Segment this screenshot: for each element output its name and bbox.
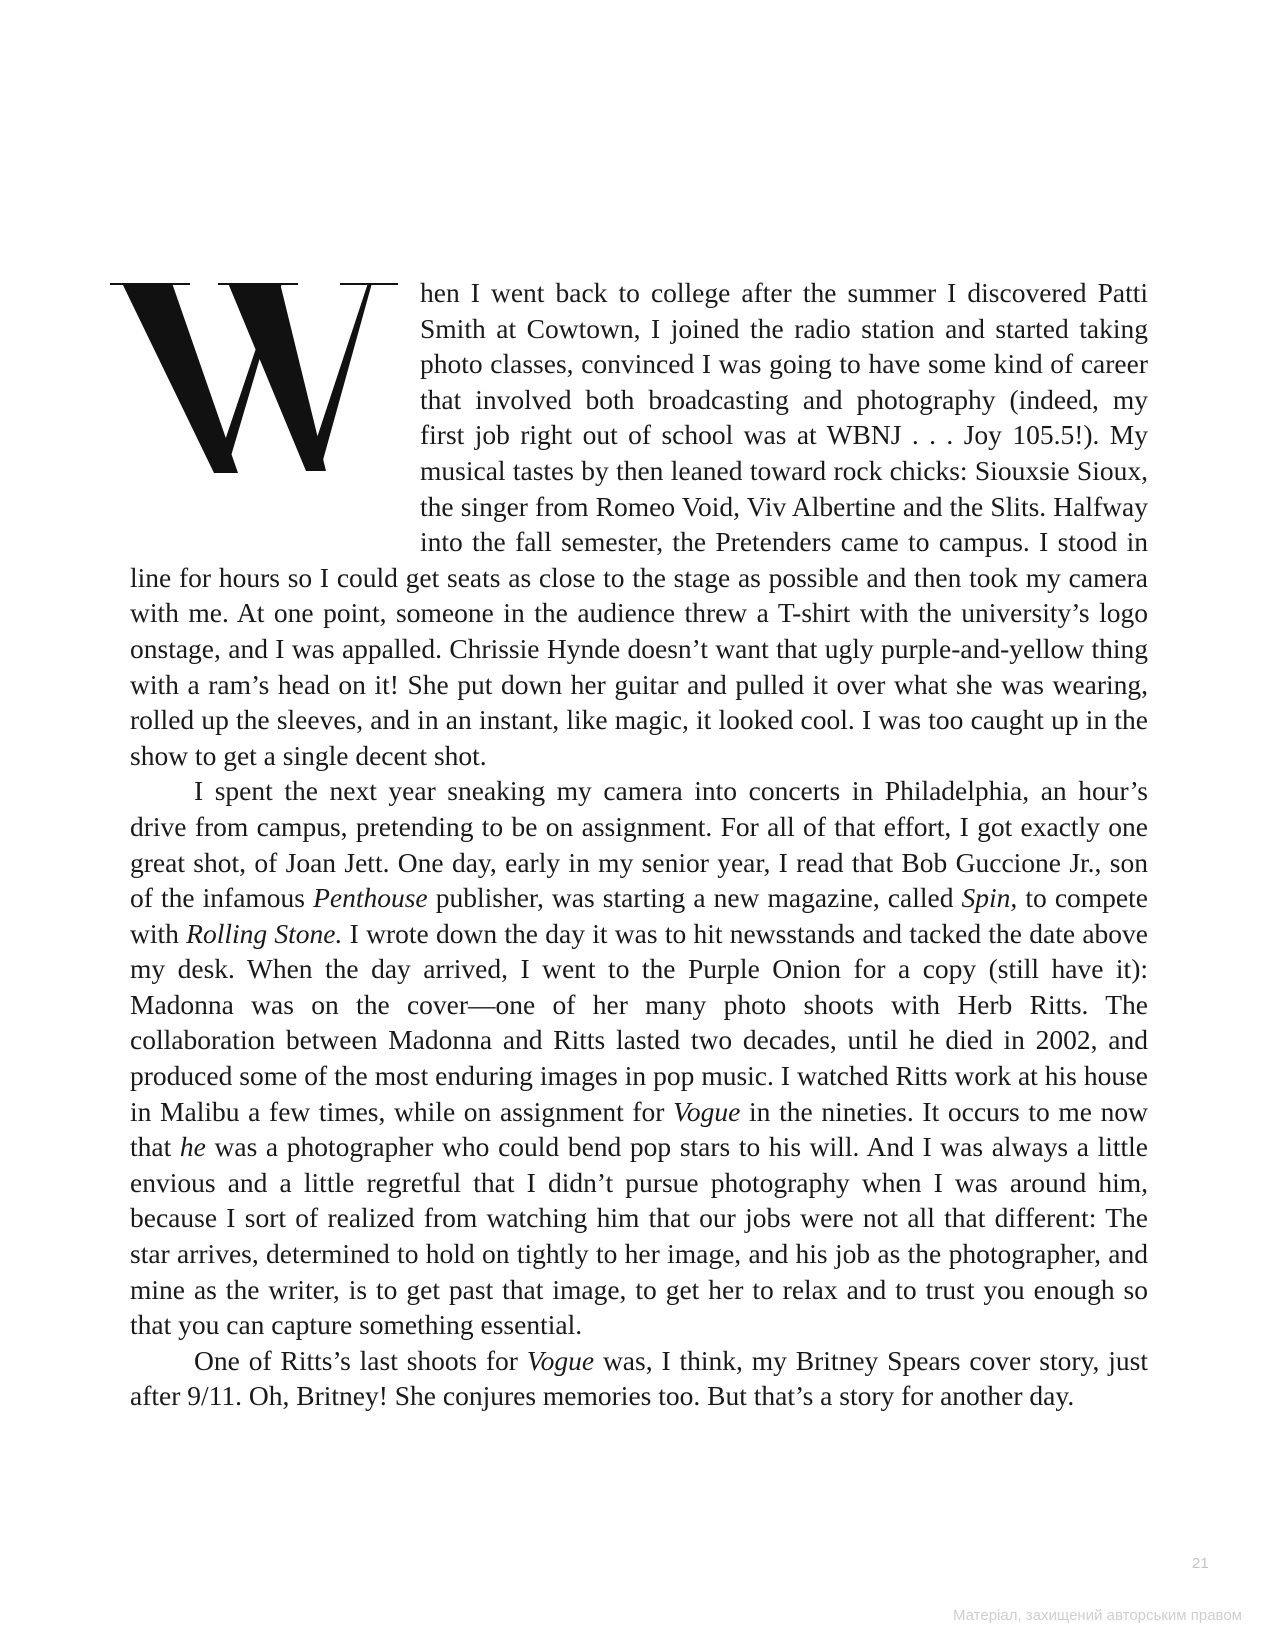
text-run: I wrote down the day it was to hit newsstands and tacked the date above my desk. When the day arrived, I went to the Purple Onion for a copy (still have it): Madonna was on the cover—one of her many photo shoots with Herb Ritts. The collaboration between Madonna and Ritts lasted two decades, until he died in 2002, and produced some of the most enduring images in pop music. I watched Ritts work at his house in Malibu a few times, while on assignment for [130,917,1148,1127]
text-run: hen I went back to college after the summer I discovered Patti Smith at Cowtown, I joined the radio station and started taking photo classes, convinced I was going to have some kind of career that involved both broadcasting and photography (indeed, my first job right out of school was at WBNJ . . . Joy 105.5!). My musical tastes by then leaned toward rock chicks: Siouxsie Sioux, the singer from Romeo Void, Viv Albertine and the Slits. Halfway into the fall semester, the Pretenders came to campus. I stood in line for hours so I could get seats as close to the stage as possible and then took my camera with me. At one point, someone in the audience threw a T-shirt with the university’s logo onstage, and I was appalled. Chrissie Hynde doesn’t want that ugly purple-and-yellow thing with a ram’s head on it! She put down her guitar and pulled it over what she was wearing, rolled up the sleeves, and in an instant, like magic, it looked cool. I was too caught up in the show to get a single decent shot. [130,277,1148,771]
text-run: publisher, was starting a new magazine, called [427,882,962,914]
italic-text: he [179,1131,206,1163]
text-run: One of Ritts’s last shoots for [194,1344,527,1376]
article-body [130,275,1148,1414]
paragraph [130,1343,1148,1414]
italic-text: Penthouse [313,882,428,914]
paragraph [130,773,1148,1343]
page-number: 21 [1192,1555,1209,1572]
italic-text: Vogue [526,1344,595,1376]
italic-text: Rolling Stone. [186,917,343,949]
text-run: was, I think, my Britney Spears cover story, just after 9/11. Oh, Britney! She conjures memories too. But that’s a story for another day. [130,1344,1148,1412]
text-run: was a photographer who could bend pop stars to his will. And I was always a little envious and a little regretful that I didn’t pursue photography when I was around him, because I sort of realized from watching him that our jobs were not all that different: The star arrives, determined to hold on tightly to her image, and his job as the photographer, and mine as the writer, is to get past that image, to get her to relax and to trust you enough so that you can capture something essential. [130,1131,1148,1341]
italic-text: Vogue [673,1095,741,1127]
text-run: I spent the next year sneaking my camera into concerts in Philadelphia, an hour’s drive from campus, pretending to be on assignment. For all of that effort, I got exactly one great shot, of Joan Jett. One day, early in my senior year, I read that Bob Guccione Jr., son of the infamous [130,775,1148,914]
text-run: to compete with [130,882,1148,949]
text-run: in the nineties. It occurs to me now that [130,1095,1148,1163]
drop-cap-letter [110,283,398,539]
copyright-watermark: Матеріал, захищений авторським правом [952,1607,1242,1624]
italic-text: Spin, [961,882,1018,914]
